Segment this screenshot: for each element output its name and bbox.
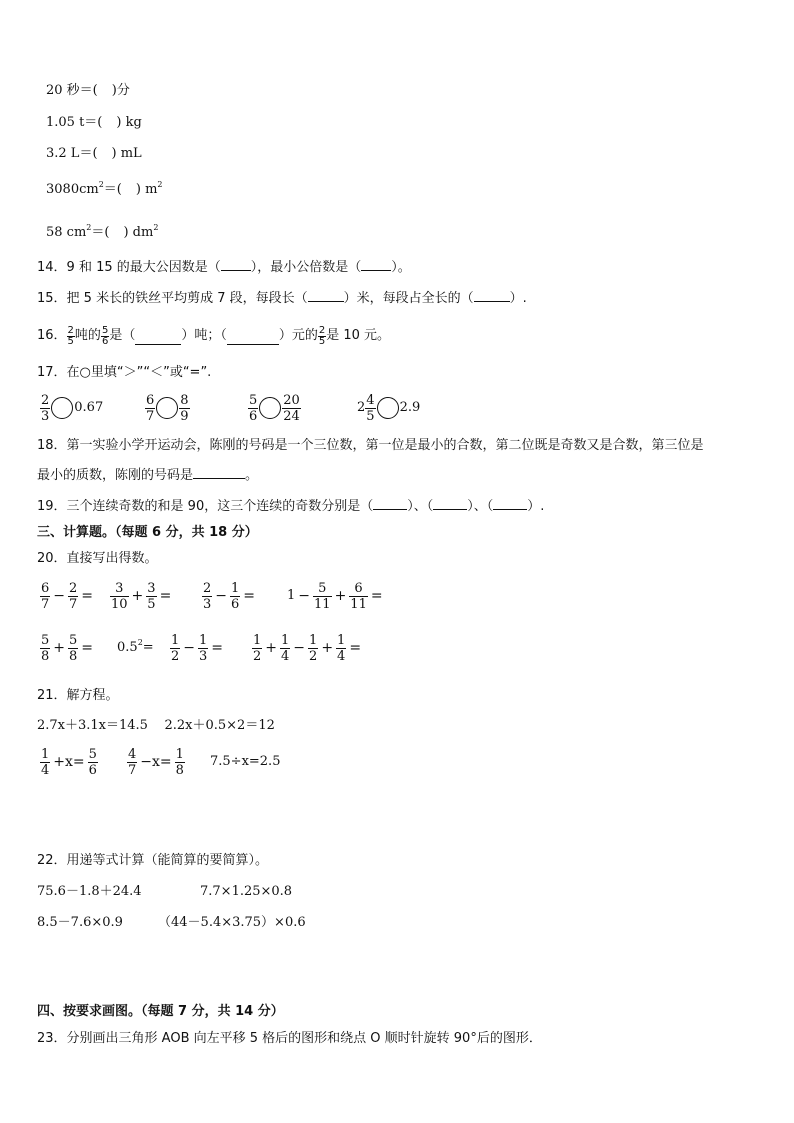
numerator: 4: [128, 746, 137, 762]
conversion-line-2: 1.05 t＝( ) kg: [46, 115, 142, 130]
conversion-line-5: 58 $cm^2=$( ) $dm^2$: [46, 223, 159, 240]
fraction: [198, 633, 208, 664]
conversion-line-4: $3080cm^2=$( ) $m^2$: [46, 180, 163, 197]
question-23: 23．分别画出三角形 AOB 向左平移 5 格后的图形和绕点 O 顺时针旋转 90°后的图形．: [37, 1031, 542, 1046]
denominator: 8: [41, 648, 50, 664]
question-14: 14．9 和 15 的最大公因数是（ ），最小公倍数是（ ）。: [37, 260, 411, 275]
operator: −: [293, 640, 306, 656]
fraction: [40, 581, 50, 612]
fraction: [202, 581, 212, 612]
question-17-title: 17．在○里填“＞”“＜”或“=”.: [37, 365, 212, 380]
numerator: 2: [318, 324, 326, 336]
numerator: 1: [309, 632, 318, 648]
fraction: [40, 393, 50, 424]
answer-blank[interactable]: [221, 259, 251, 271]
fraction: [308, 633, 318, 664]
question-22-title: 22．用递等式计算（能简算的要简算）。: [37, 853, 269, 868]
answer-blank[interactable]: [227, 333, 279, 345]
denominator: 6: [249, 408, 258, 424]
denominator: 4: [337, 648, 346, 664]
denominator: 24: [283, 408, 300, 424]
answer-blank[interactable]: [308, 290, 344, 302]
calc-expr-4: 1 − $\frac{5}{11}$ + $\frac{6}{11}$ =: [287, 576, 386, 616]
numerator: 1: [175, 746, 184, 762]
denominator: 7: [128, 762, 137, 778]
fraction: [179, 393, 189, 424]
compare-item-3: [248, 388, 301, 428]
denominator: 3: [41, 408, 50, 424]
fraction: [68, 633, 78, 664]
calc-expr-3: [202, 576, 258, 616]
answer-blank[interactable]: [474, 290, 510, 302]
numerator: 2: [67, 324, 74, 336]
numerator: 1: [199, 632, 208, 648]
answer-blank[interactable]: [135, 333, 181, 345]
calc-step-1: 75.6－1.8＋24.4: [37, 884, 142, 899]
fraction: [170, 633, 180, 664]
calc-step-4: （44－5.4×3.75）×0.6: [158, 915, 306, 930]
compare-item-2: [145, 388, 190, 428]
compare-circle[interactable]: [377, 397, 399, 419]
equation-1: [40, 742, 98, 782]
answer-blank[interactable]: [433, 498, 467, 510]
numerator: 4: [366, 392, 375, 408]
numerator: 5: [313, 581, 332, 597]
operator: −: [298, 588, 311, 604]
fraction: [101, 326, 109, 347]
denominator: 8: [69, 648, 78, 664]
operator: =: [243, 588, 256, 604]
denominator: 10: [111, 596, 128, 612]
question-15: 15．把 5 米长的铁丝平均剪成 7 段，每段长（ ）米，每段占全长的（ ）.: [37, 291, 527, 306]
numerator: 5: [101, 324, 109, 336]
numerator: 5: [41, 632, 50, 648]
answer-blank[interactable]: [193, 467, 245, 479]
numerator: 6: [349, 581, 368, 597]
numerator: 1: [41, 746, 50, 762]
denominator: 5: [147, 596, 156, 612]
conversion-line-3: 3.2 L＝( ) mL: [46, 146, 142, 161]
question-19: 19．三个连续奇数的和是 90，这三个连续的奇数分别是（ ）、（ ）、（ ）.: [37, 499, 545, 514]
calc-expr-8: [252, 628, 364, 668]
operator: =: [81, 640, 94, 656]
fraction: [336, 633, 346, 664]
numerator: 6: [41, 580, 50, 596]
calc-expr-1: [40, 576, 96, 616]
equation-3: 7.5÷x=2.5: [210, 754, 281, 769]
operator: +: [321, 640, 334, 656]
denominator: 4: [41, 762, 50, 778]
fraction: [175, 747, 185, 778]
denominator: 7: [146, 408, 155, 424]
operator: +x=: [53, 754, 85, 770]
calc-expr-6: $0.5^2=$: [117, 638, 154, 655]
numerator: 20: [283, 392, 300, 408]
section-3-title: 三、计算题。（每题 6 分，共 18 分）: [37, 525, 258, 540]
operator: −: [215, 588, 228, 604]
question-18-line-2: 最小的质数，陈刚的号码是 。: [37, 468, 259, 483]
fraction: [318, 326, 326, 347]
denominator: 6: [101, 335, 109, 347]
answer-blank[interactable]: [361, 259, 391, 271]
question-18-line-1: 18．第一实验小学开运动会，陈刚的号码是一个三位数，第一位是最小的合数，第二位既是奇数又是合数，第三位是: [37, 438, 704, 453]
equation-2: [127, 742, 185, 782]
operator: +: [131, 588, 144, 604]
numerator: 2: [203, 580, 212, 596]
compare-circle[interactable]: [51, 397, 73, 419]
fraction: [248, 393, 258, 424]
numerator: 5: [249, 392, 258, 408]
fraction: [365, 393, 375, 424]
fraction: [230, 581, 240, 612]
numerator: 1: [171, 632, 180, 648]
numerator: 1: [253, 632, 262, 648]
numerator: 1: [281, 632, 290, 648]
numerator: 3: [147, 580, 156, 596]
denominator: 6: [231, 596, 240, 612]
section-4-title: 四、按要求画图。（每题 7 分，共 14 分）: [37, 1004, 284, 1019]
numerator: 5: [88, 746, 97, 762]
denominator: 2: [309, 648, 318, 664]
denominator: 2: [253, 648, 262, 664]
numerator: 1: [231, 580, 240, 596]
question-21-title: 21．解方程。: [37, 688, 119, 703]
numerator: 6: [146, 392, 155, 408]
compare-item-1: $\frac{2}{3}$ 0.67: [41, 392, 104, 424]
fraction: [349, 581, 368, 612]
operator: =: [349, 640, 362, 656]
denominator: 8: [175, 762, 184, 778]
denominator: 7: [41, 596, 50, 612]
operator: =: [211, 640, 224, 656]
operator: +: [265, 640, 278, 656]
fraction: [110, 581, 129, 612]
conversion-line-1: 20 秒＝( )分: [46, 83, 130, 98]
calc-expr-2: [110, 576, 174, 616]
fraction: [88, 747, 98, 778]
operator: +: [53, 640, 66, 656]
operator: −x=: [140, 754, 172, 770]
denominator: 2: [171, 648, 180, 664]
denominator: 7: [69, 596, 78, 612]
fraction: [40, 747, 50, 778]
answer-blank[interactable]: [493, 498, 527, 510]
fraction: [67, 326, 75, 347]
numerator: 2: [41, 392, 50, 408]
fraction: [145, 393, 155, 424]
calc-expr-5: [40, 628, 96, 668]
operator: +: [334, 588, 347, 604]
calc-step-2: 7.7×1.25×0.8: [200, 884, 293, 899]
compare-item-4: 2 $\frac{4}{5}$ 2.9: [357, 392, 421, 424]
fraction: [280, 633, 290, 664]
denominator: 6: [88, 762, 97, 778]
answer-blank[interactable]: [373, 498, 407, 510]
denominator: 5: [318, 335, 326, 347]
question-20-title: 20．直接写出得数。: [37, 551, 158, 566]
compare-circle[interactable]: [259, 397, 281, 419]
fraction: [252, 633, 262, 664]
operator: −: [53, 588, 66, 604]
calc-expr-7: [170, 628, 226, 668]
compare-circle[interactable]: [156, 397, 178, 419]
numerator: 8: [180, 392, 189, 408]
fraction: [68, 581, 78, 612]
denominator: 5: [67, 335, 74, 347]
operator: =: [159, 588, 172, 604]
numerator: 1: [337, 632, 346, 648]
fraction: [313, 581, 332, 612]
denominator: 11: [350, 596, 367, 612]
fraction: [146, 581, 156, 612]
denominator: 4: [281, 648, 290, 664]
denominator: 11: [314, 596, 331, 612]
numerator: 3: [110, 581, 129, 597]
denominator: 3: [203, 596, 212, 612]
numerator: 2: [69, 580, 78, 596]
numerator: 5: [69, 632, 78, 648]
denominator: 9: [180, 408, 189, 424]
fraction: [282, 393, 301, 424]
fraction: [127, 747, 137, 778]
denominator: 3: [199, 648, 208, 664]
operator: −: [183, 640, 196, 656]
operator: =: [370, 588, 383, 604]
equation-line-1: 2.7x＋3.1x＝14.5 2.2x＋0.5×2＝12: [37, 718, 275, 733]
question-16: 16． $\frac{2}{5}$ 吨的 $\frac{5}{6}$ 是（ ）吨；（ ）元的 $\frac{2}{5}$ 是 10 元。: [37, 324, 391, 347]
calc-step-3: 8.5－7.6×0.9: [37, 915, 123, 930]
denominator: 5: [366, 408, 375, 424]
operator: =: [81, 588, 94, 604]
fraction: [40, 633, 50, 664]
